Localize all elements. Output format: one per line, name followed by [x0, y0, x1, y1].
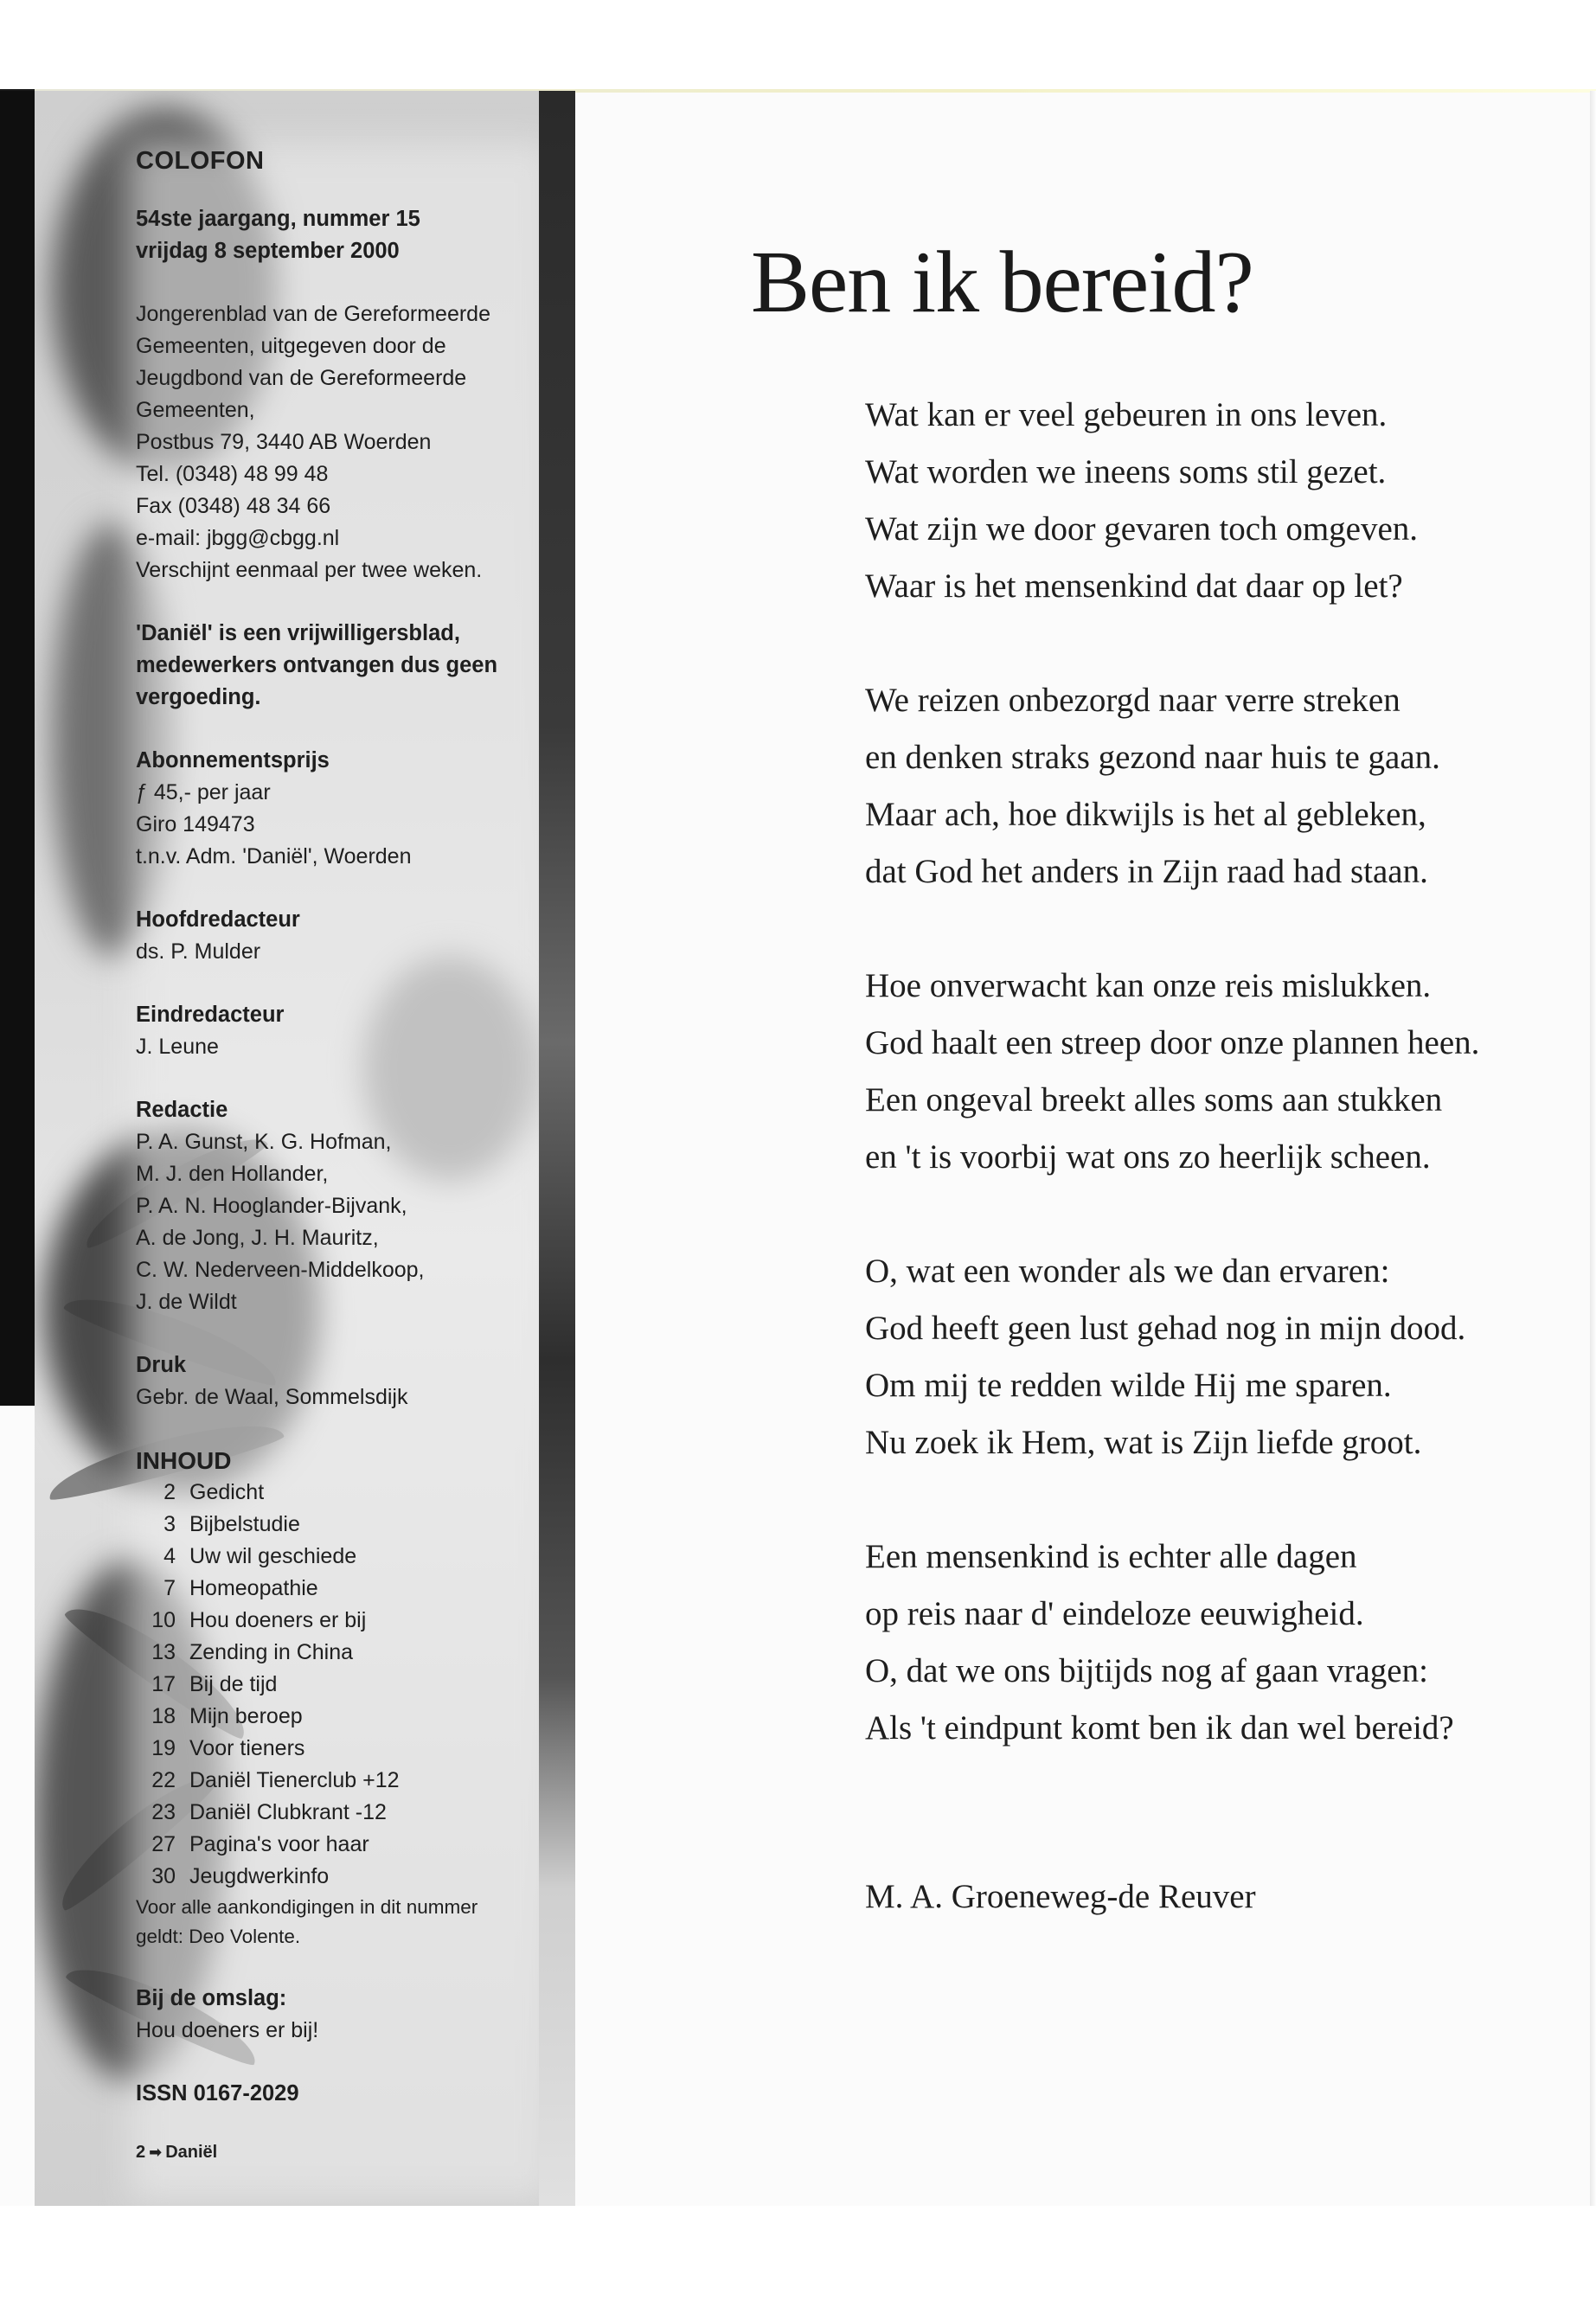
printer-heading: Druk: [136, 1353, 187, 1377]
issue-volume: 54ste jaargang, nummer 15: [136, 207, 420, 231]
printer-name: Gebr. de Waal, Sommelsdijk: [136, 1385, 408, 1409]
toc-page: 17: [151, 1672, 176, 1696]
subscription-heading: Abonnementsprijs: [136, 748, 330, 772]
subscription-price: ƒ 45,- per jaar: [136, 780, 271, 804]
cover-caption: Hou doeners er bij!: [136, 2018, 319, 2042]
toc-title: Bijbelstudie: [189, 1512, 300, 1536]
deo-volente-note: geldt: Deo Volente.: [136, 1926, 301, 1947]
editorial-heading: Redactie: [136, 1098, 228, 1122]
arrow-right-icon: ➡: [149, 2144, 163, 2161]
poem-title: Ben ik bereid?: [751, 234, 1253, 331]
photo-right-edge: [539, 91, 575, 2206]
poem-line: Wat zijn we door gevaren toch omgeven.: [865, 510, 1419, 548]
fax-number: Fax (0348) 48 34 66: [136, 494, 331, 518]
editor-names: J. de Wildt: [136, 1290, 237, 1314]
scan-left-border: [0, 91, 35, 1406]
poem-line: O, wat een wonder als we dan ervaren:: [865, 1253, 1390, 1290]
poem-line: We reizen onbezorgd naar verre streken: [865, 682, 1401, 719]
giro-recipient: t.n.v. Adm. 'Daniël', Woerden: [136, 844, 412, 868]
toc-title: Hou doeners er bij: [189, 1608, 367, 1632]
volunteer-line: 'Daniël' is een vrijwilligersblad,: [136, 621, 460, 645]
poem-line: en 't is voorbij wat ons zo heerlijk scheen.: [865, 1138, 1431, 1176]
toc-title: Homeopathie: [189, 1576, 318, 1600]
toc-page: 4: [163, 1544, 176, 1568]
toc-entry[interactable]: [136, 1829, 542, 1861]
editor-names: C. W. Nederveen-Middelkoop,: [136, 1258, 425, 1282]
phone-number: Tel. (0348) 48 99 48: [136, 462, 329, 486]
publisher-line: Gemeenten,: [136, 398, 255, 422]
poem-line: Als 't eindpunt komt ben ik dan wel bereid?: [865, 1709, 1454, 1747]
toc-title: Voor tieners: [189, 1736, 305, 1760]
toc-page: 2: [163, 1480, 176, 1504]
volunteer-line: vergoeding.: [136, 685, 261, 709]
toc-page: 23: [151, 1800, 176, 1824]
toc-entry[interactable]: [136, 1797, 542, 1829]
editor-names: M. J. den Hollander,: [136, 1162, 329, 1186]
editorial-board: [136, 1094, 542, 1318]
toc-heading: INHOUD: [136, 1447, 232, 1474]
editor-names: P. A. Gunst, K. G. Hofman,: [136, 1130, 392, 1154]
editor-names: A. de Jong, J. H. Mauritz,: [136, 1226, 379, 1250]
poem-line: God haalt een streep door onze plannen heen.: [865, 1024, 1480, 1061]
final-editor-heading: Eindredacteur: [136, 1003, 285, 1027]
volunteer-note: [136, 618, 542, 714]
printer-info: [136, 1349, 542, 1413]
toc-entry[interactable]: [136, 1669, 542, 1701]
poem-line: Een ongeval breekt alles soms aan stukken: [865, 1081, 1443, 1118]
toc-page: 30: [151, 1864, 176, 1888]
toc-page: 22: [151, 1768, 176, 1792]
toc-entry[interactable]: [136, 1541, 542, 1573]
issn-number: ISSN 0167-2029: [136, 2081, 299, 2106]
subscription-info: [136, 745, 542, 873]
postal-address: Postbus 79, 3440 AB Woerden: [136, 430, 432, 454]
toc-entry[interactable]: [136, 1605, 542, 1637]
chief-editor: [136, 904, 542, 968]
toc-title: Gedicht: [189, 1480, 265, 1504]
toc-entry[interactable]: [136, 1701, 542, 1733]
magazine-name: Daniël: [165, 2143, 218, 2162]
poem-line: en denken straks gezond naar huis te gaan.: [865, 739, 1440, 776]
poem-stanza: [865, 672, 1557, 901]
chief-editor-name: ds. P. Mulder: [136, 939, 261, 964]
poem-line: Hoe onverwacht kan onze reis mislukken.: [865, 967, 1432, 1004]
issue-info: [136, 203, 542, 267]
toc-title: Zending in China: [189, 1640, 354, 1664]
toc-entry[interactable]: [136, 1861, 542, 1893]
chief-editor-heading: Hoofdredacteur: [136, 907, 300, 932]
toc-page: 3: [163, 1512, 176, 1536]
cover-heading: Bij de omslag:: [136, 1986, 287, 2010]
colofon-column: [136, 145, 542, 2110]
final-editor: [136, 999, 542, 1063]
toc-title: Daniël Clubkrant -12: [189, 1800, 387, 1824]
toc-entry[interactable]: [136, 1733, 542, 1765]
editor-names: P. A. N. Hooglander-Bijvank,: [136, 1194, 407, 1218]
publisher-line: Jeugdbond van de Gereformeerde: [136, 366, 467, 390]
cover-info: [136, 1983, 542, 2047]
poem-line: Wat worden we ineens soms stil gezet.: [865, 453, 1387, 490]
toc-title: Daniël Tienerclub +12: [189, 1768, 400, 1792]
issn-info: [136, 2078, 542, 2110]
poem-line: Wat kan er veel gebeuren in ons leven.: [865, 396, 1388, 433]
toc-title: Pagina's voor haar: [189, 1832, 369, 1856]
poem-line: Maar ach, hoe dikwijls is het al gebleken,: [865, 796, 1426, 833]
poem-line: Een mensenkind is echter alle dagen: [865, 1538, 1357, 1575]
toc-page: 10: [151, 1608, 176, 1632]
toc-page: 27: [151, 1832, 176, 1856]
publisher-info: [136, 298, 542, 586]
poem-line: Waar is het mensenkind dat daar op let?: [865, 567, 1403, 605]
volunteer-line: medewerkers ontvangen dus geen: [136, 653, 498, 677]
poem-line: God heeft geen lust gehad nog in mijn dood.: [865, 1310, 1466, 1347]
poem-line: dat God het anders in Zijn raad had staan.: [865, 853, 1428, 890]
toc-entry[interactable]: [136, 1765, 542, 1797]
toc-page: 19: [151, 1736, 176, 1760]
toc-title: Bij de tijd: [189, 1672, 278, 1696]
publisher-line: Gemeenten, uitgegeven door de: [136, 334, 446, 358]
poem-stanza: [865, 1243, 1557, 1471]
publisher-line: Jongerenblad van de Gereformeerde: [136, 302, 490, 326]
issue-date: vrijdag 8 september 2000: [136, 239, 400, 263]
poem-line: op reis naar d' eindeloze eeuwigheid.: [865, 1595, 1364, 1632]
email-address: e-mail: jbgg@cbgg.nl: [136, 526, 340, 550]
poem-stanza: [865, 387, 1557, 615]
poem-stanza: [865, 958, 1557, 1186]
toc-page: 13: [151, 1640, 176, 1664]
colofon-title: COLOFON: [136, 147, 265, 175]
poem-line: Nu zoek ik Hem, wat is Zijn liefde groot.: [865, 1424, 1422, 1461]
poem-line: O, dat we ons bijtijds nog af gaan vragen:: [865, 1652, 1428, 1689]
toc-entry[interactable]: [136, 1637, 542, 1669]
final-editor-name: J. Leune: [136, 1035, 219, 1059]
poem-body: [865, 387, 1557, 1814]
toc-entry[interactable]: [136, 1573, 542, 1605]
scan-right-edge: [1590, 91, 1596, 2206]
giro-number: Giro 149473: [136, 812, 255, 836]
toc-title: Mijn beroep: [189, 1704, 303, 1728]
toc-title: Uw wil geschiede: [189, 1544, 357, 1568]
poem-author: M. A. Groeneweg-de Reuver: [865, 1878, 1256, 1915]
toc-page: 18: [151, 1704, 176, 1728]
poem-line: Om mij te redden wilde Hij me sparen.: [865, 1367, 1392, 1404]
toc-title: Jeugdwerkinfo: [189, 1864, 330, 1888]
toc-page: 7: [163, 1576, 176, 1600]
toc-entry[interactable]: [136, 1477, 542, 1509]
poem-stanza: [865, 1529, 1557, 1757]
page-number: 2: [136, 2143, 146, 2162]
deo-volente-note: Voor alle aankondigingen in dit nummer: [136, 1896, 478, 1918]
table-of-contents: [136, 1445, 542, 1952]
page-footer: [136, 2143, 217, 2163]
frequency-note: Verschijnt eenmaal per twee weken.: [136, 558, 483, 582]
toc-entry[interactable]: [136, 1509, 542, 1541]
